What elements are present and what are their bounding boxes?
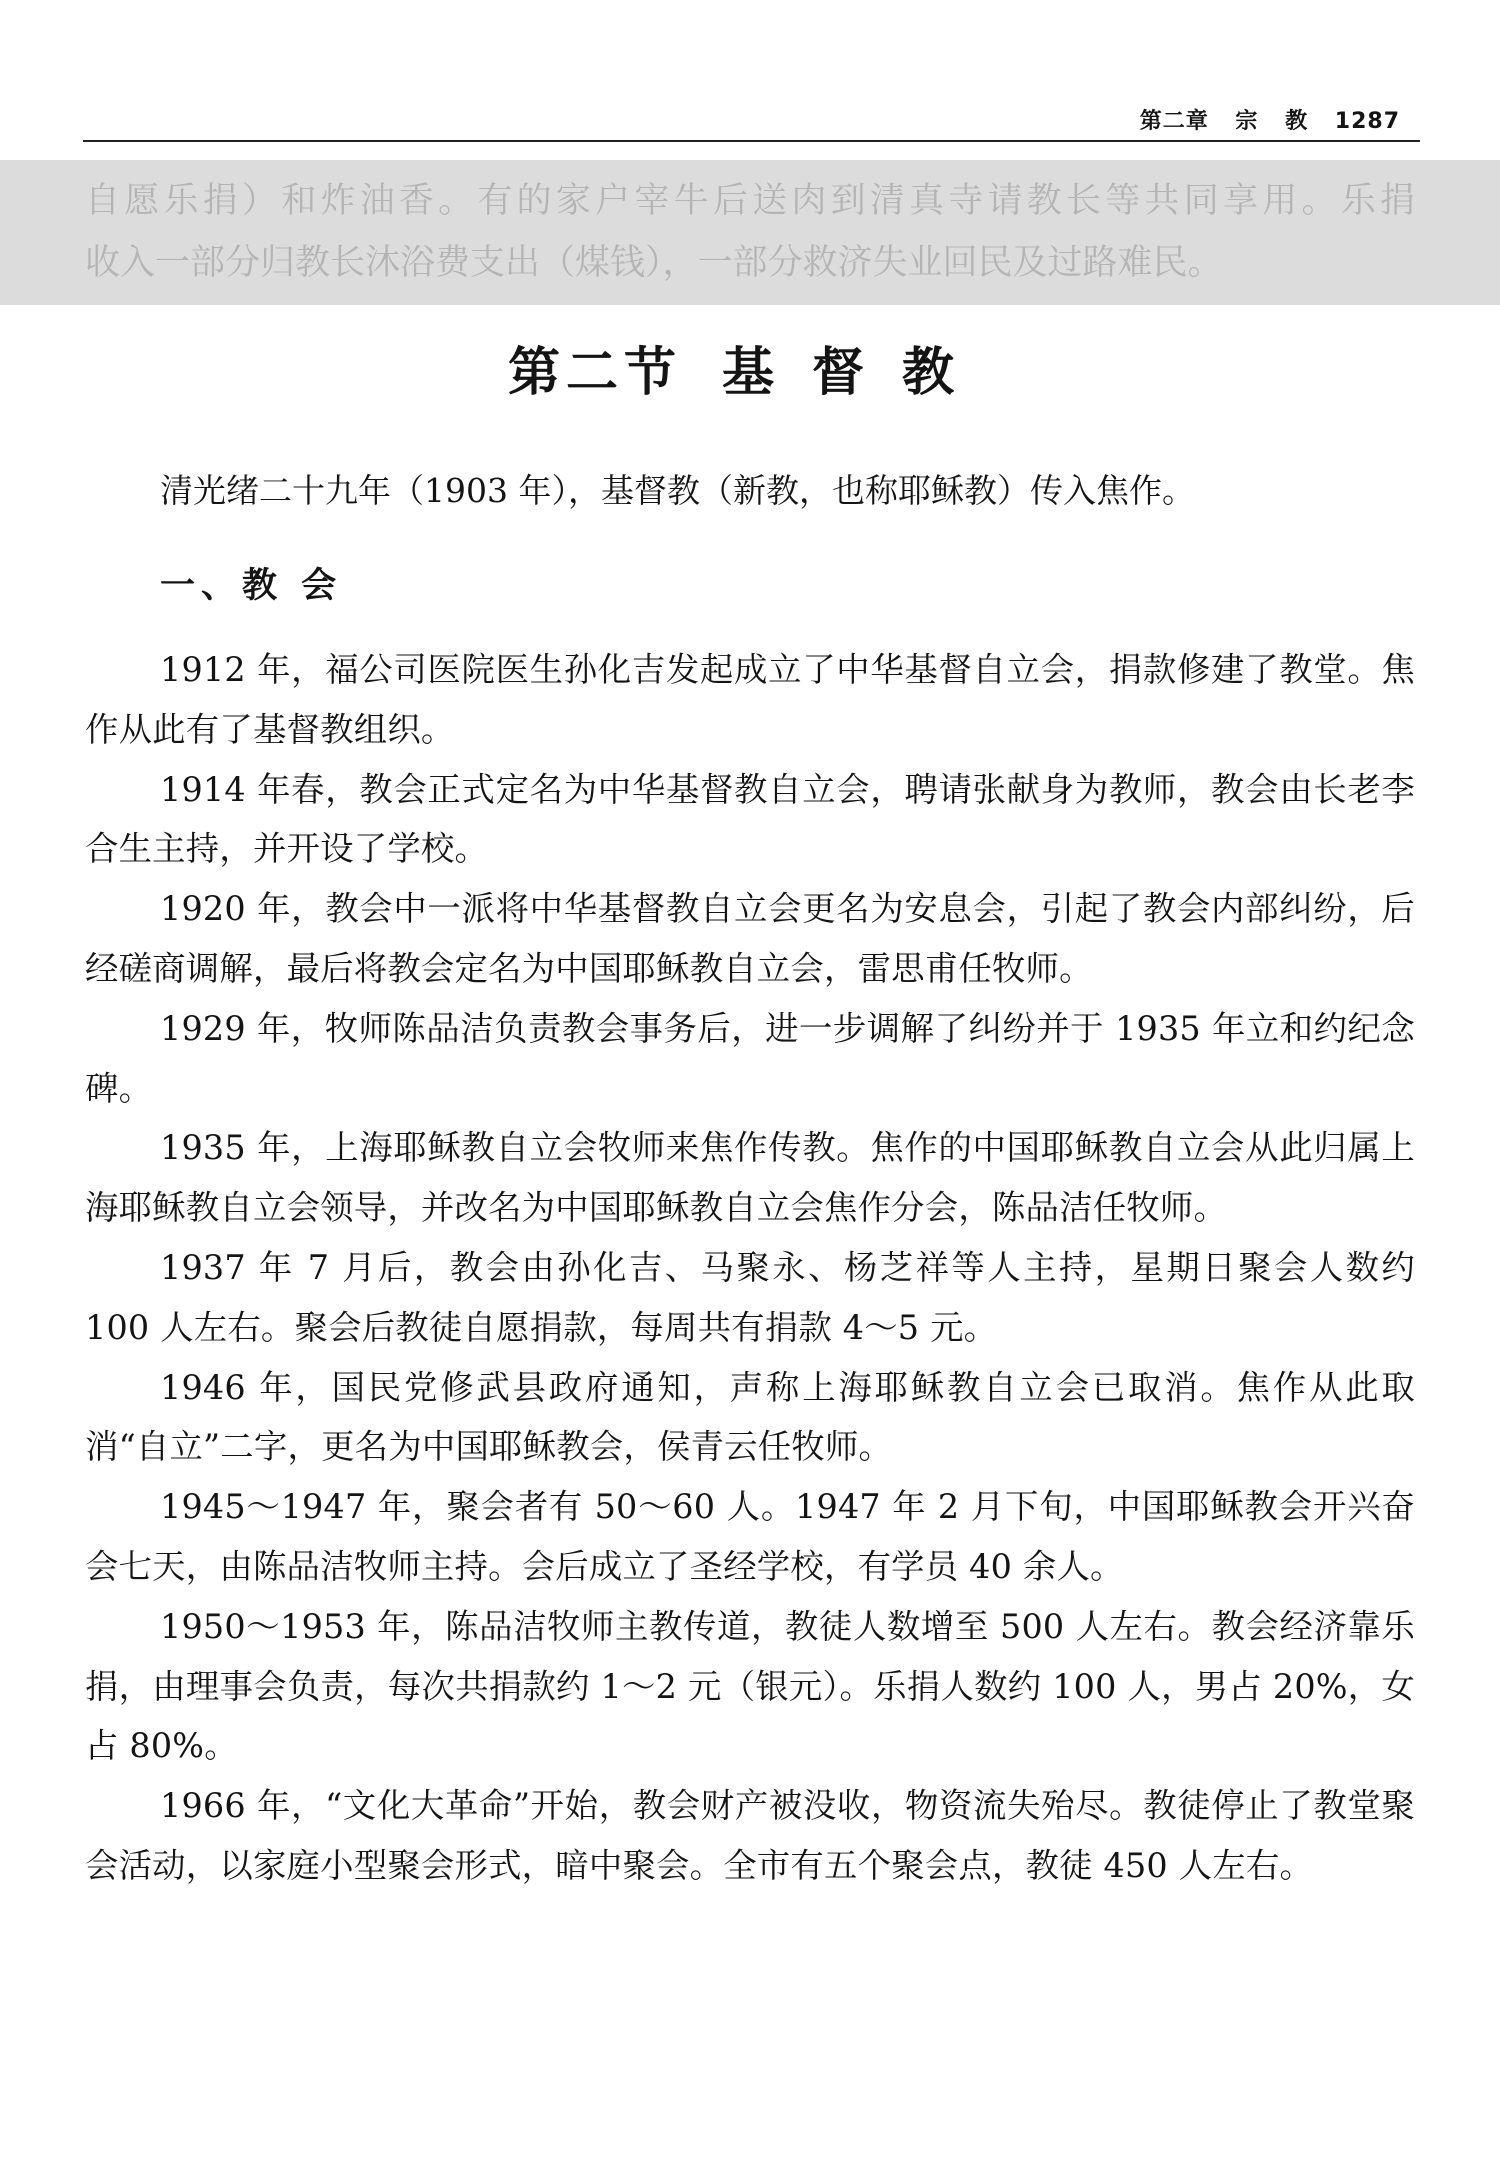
subject-char-1: 宗 bbox=[1235, 109, 1259, 134]
subsection-heading: 一、教 会 bbox=[160, 566, 343, 606]
paragraph: 1966 年，“文化大革命”开始，教会财产被没收，物资流失殆尽。教徒停止了教堂聚会活动，以家庭小型聚会形式，暗中聚会。全市有五个聚会点，教徒 450 人左右。 bbox=[85, 1786, 1415, 1885]
paragraph: 1945～1947 年，聚会者有 50～60 人。1947 年 2 月下旬，中国耶稣教会开兴奋会七天，由陈品洁牧师主持。会后成立了圣经学校，有学员 40 余人。 bbox=[85, 1487, 1415, 1586]
carryover-line: 收入一部分归教长沐浴费支出（煤钱），一部分救济失业回民及过路难民。 bbox=[85, 243, 1223, 283]
section-number: 第二节 bbox=[507, 343, 682, 403]
carryover-line: 自愿乐捐）和炸油香。有的家户宰牛后送肉到清真寺请教长等共同享用。乐捐 bbox=[85, 181, 1415, 221]
paragraph: 1929 年，牧师陈品洁负责教会事务后，进一步调解了纠纷并于 1935 年立和约纪念碑。 bbox=[85, 1008, 1415, 1108]
paragraph: 1946 年，国民党修武县政府通知，声称上海耶稣教自立会已取消。焦作从此取消“自立”二字，更名为中国耶稣教会，侯青云任牧师。 bbox=[85, 1367, 1415, 1467]
section-title bbox=[0, 330, 1500, 405]
paragraph: 1914 年春，教会正式定名为中华基督教自立会，聘请张献身为教师，教会由长老李合生主持，并开设了学校。 bbox=[85, 769, 1415, 869]
intro-paragraph: 清光绪二十九年（1903 年），基督教（新教，也称耶稣教）传入焦作。 bbox=[160, 471, 1195, 510]
paragraph: 1912 年，福公司医院医生孙化吉发起成立了中华基督自立会，捐款修建了教堂。焦作从此有了基督教组织。 bbox=[85, 650, 1415, 749]
body-text bbox=[85, 640, 1415, 1896]
running-header-text bbox=[1122, 104, 1400, 135]
carryover-text-block bbox=[0, 160, 1500, 305]
paragraph: 1950～1953 年，陈品洁牧师主教传道，教徒人数增至 500 人左右。教会经济靠乐捐，由理事会负责，每次共捐款约 1～2 元（银元）。乐捐人数约 100 人，男占 20%，女占 80%。 bbox=[85, 1606, 1415, 1766]
page-number: 1287 bbox=[1334, 109, 1400, 134]
paragraph: 1920 年，教会中一派将中华基督教自立会更名为安息会，引起了教会内部纠纷，后经磋商调解，最后将教会定名为中国耶稣教自立会，雷思甫任牧师。 bbox=[85, 889, 1415, 988]
paragraph: 1935 年，上海耶稣教自立会牧师来焦作传教。焦作的中国耶稣教自立会从此归属上海耶稣教自立会领导，并改名为中国耶稣教自立会焦作分会，陈品洁任牧师。 bbox=[85, 1128, 1415, 1228]
chapter-label: 第二章 bbox=[1139, 109, 1209, 134]
running-header bbox=[83, 100, 1420, 142]
section-name: 基督教 bbox=[722, 343, 993, 403]
subject-char-2: 教 bbox=[1285, 109, 1309, 134]
paragraph: 1937 年 7 月后，教会由孙化吉、马聚永、杨芝祥等人主持，星期日聚会人数约 100 人左右。聚会后教徒自愿捐款，每周共有捐款 4～5 元。 bbox=[85, 1247, 1415, 1347]
